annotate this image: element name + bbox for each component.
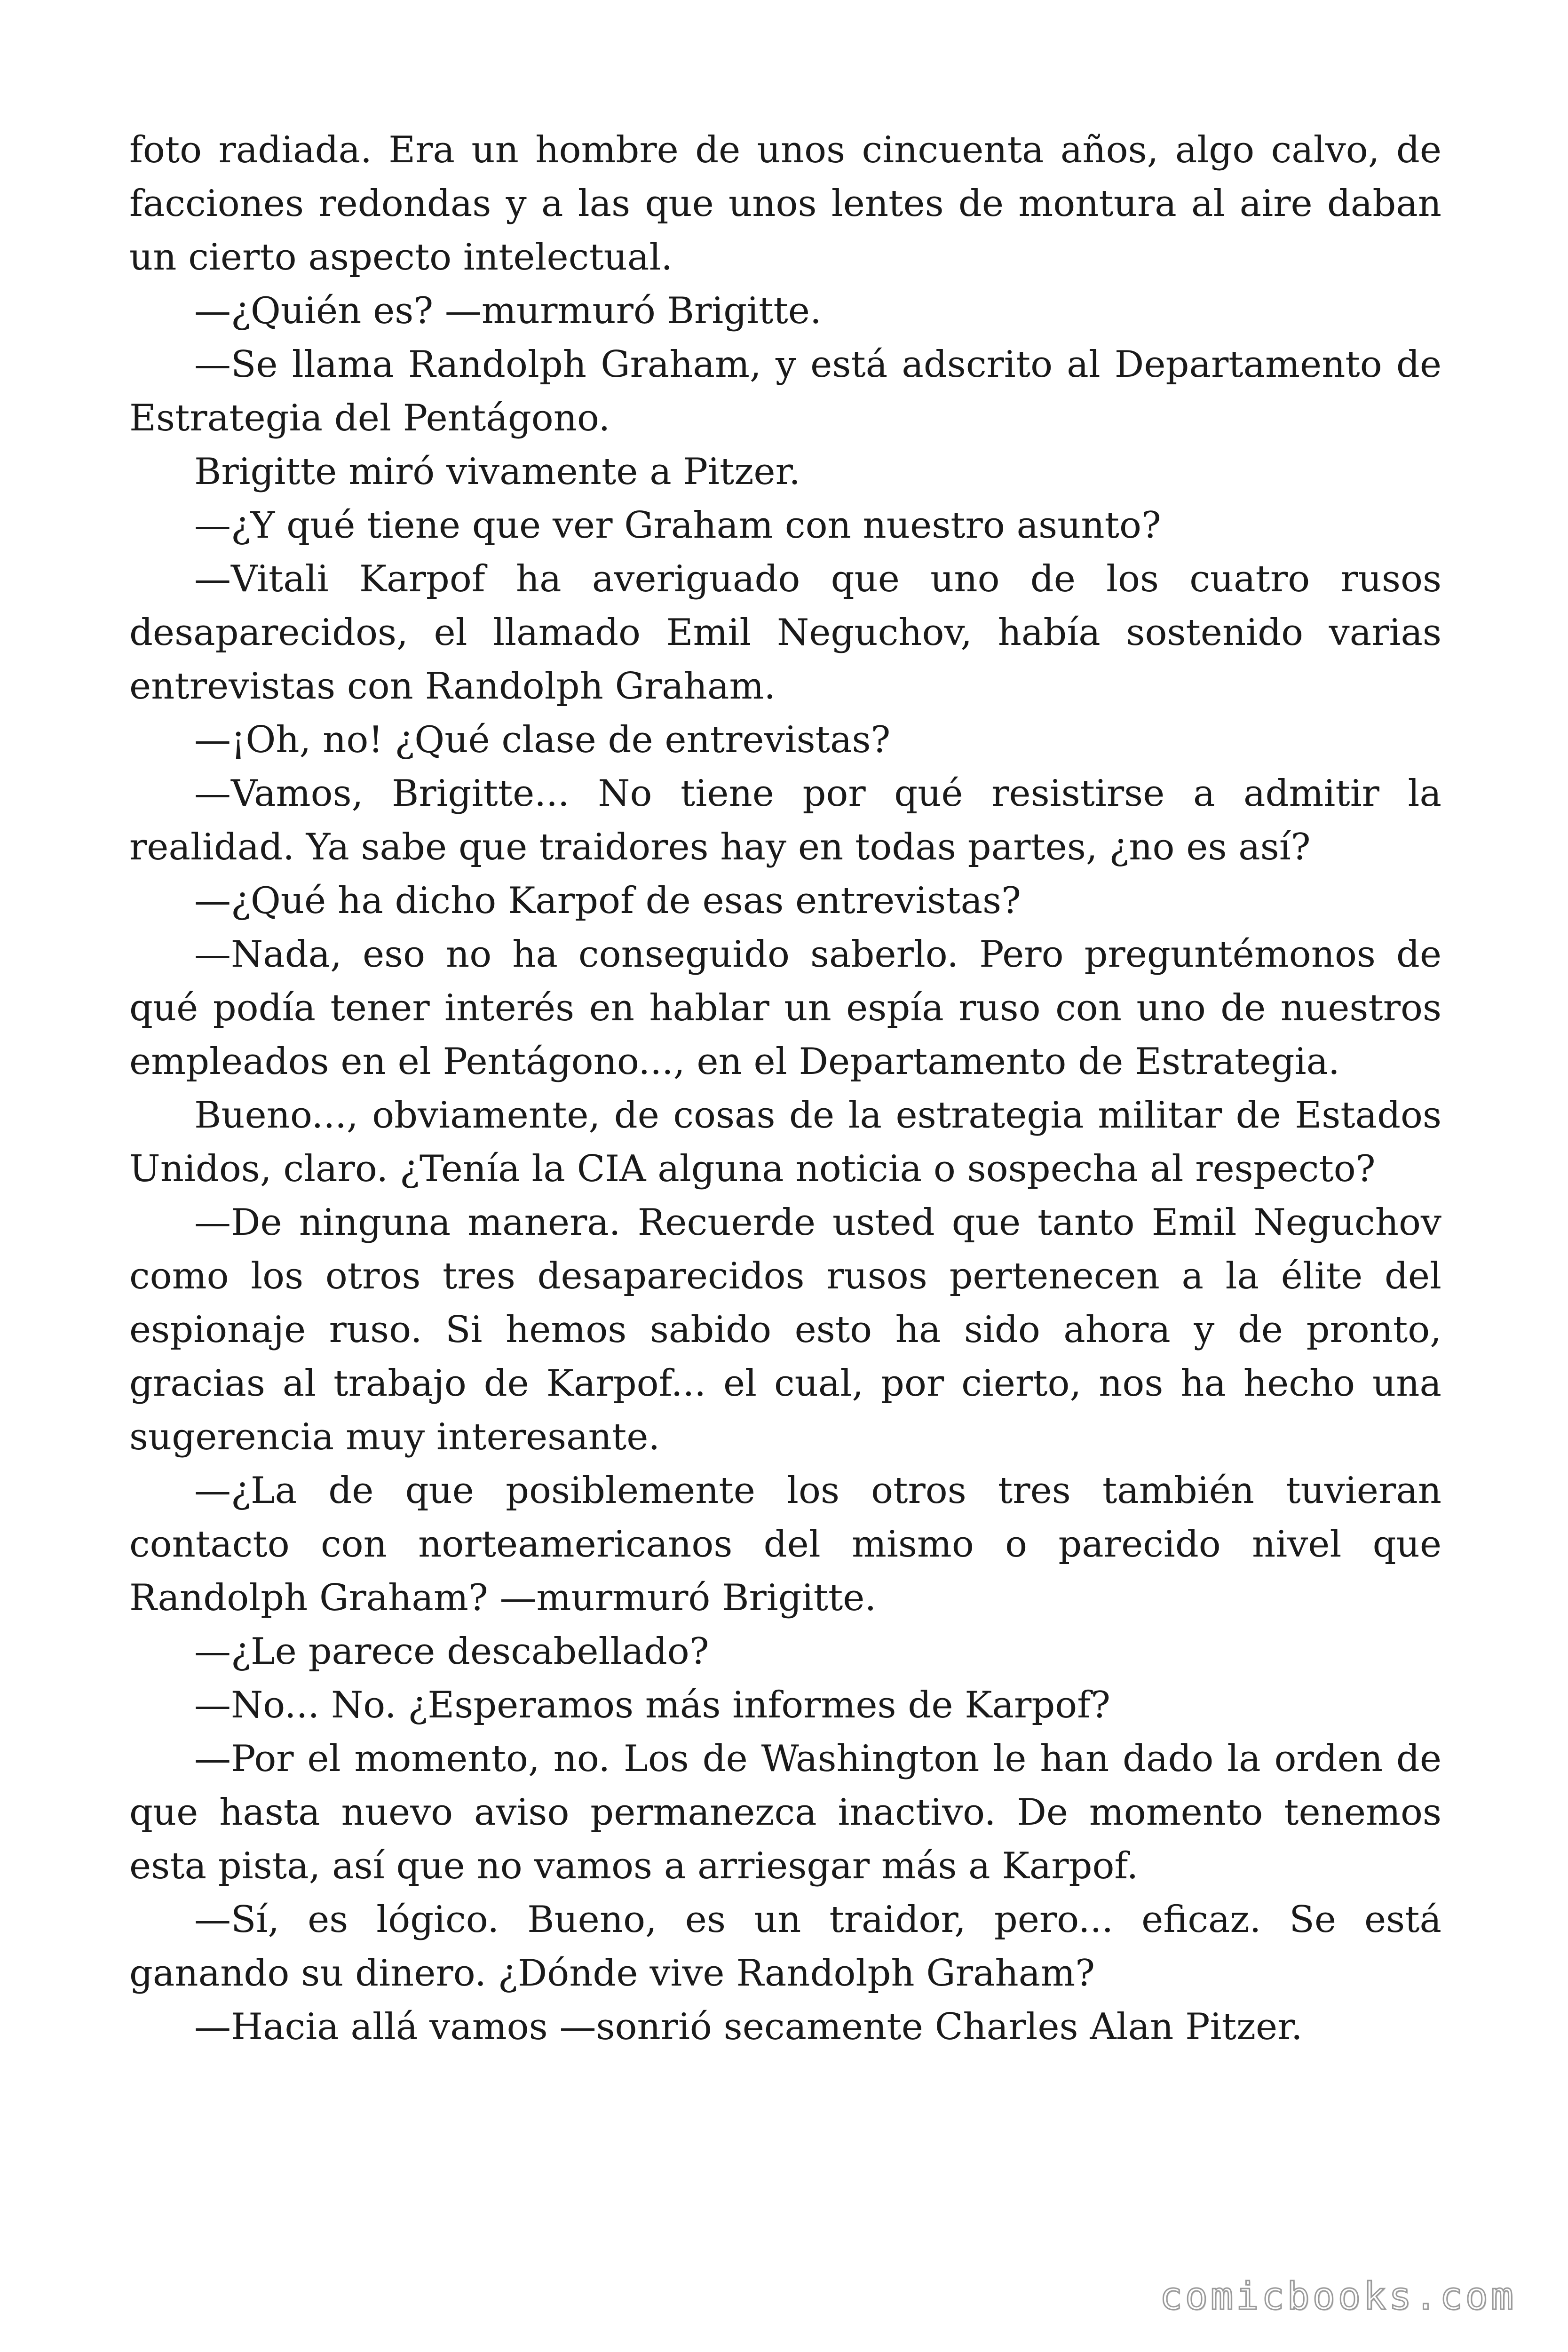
paragraph: —No... No. ¿Esperamos más informes de Karpof? xyxy=(194,1684,1110,1726)
paragraph: —Nada, eso no ha conseguido saberlo. Pero preguntémonos de qué podía tener interés en hablar un espía ruso con uno de nuestros empleados en el Pentágono..., en el Departamento de Estrategia. xyxy=(129,933,1441,1083)
paragraph: —¿Y qué tiene que ver Graham con nuestro asunto? xyxy=(194,504,1161,547)
paragraph: Bueno..., obviamente, de cosas de la estrategia militar de Estados Unidos, claro. ¿Tenía la CIA alguna noticia o sospecha al respecto? xyxy=(129,1094,1441,1190)
body-text xyxy=(129,123,1441,2054)
paragraph: —Hacia allá vamos —sonrió secamente Charles Alan Pitzer. xyxy=(194,2006,1303,2048)
paragraph: —¡Oh, no! ¿Qué clase de entrevistas? xyxy=(194,719,891,761)
paragraph: Brigitte miró vivamente a Pitzer. xyxy=(194,451,801,493)
paragraph: —¿Quién es? —murmuró Brigitte. xyxy=(194,290,822,332)
paragraph: foto radiada. Era un hombre de unos cincuenta años, algo calvo, de facciones redondas y a las que unos lentes de montura al aire daban un cierto aspecto intelectual. xyxy=(129,129,1441,278)
paragraph: —¿Qué ha dicho Karpof de esas entrevistas? xyxy=(194,880,1021,922)
paragraph: —Vamos, Brigitte... No tiene por qué resistirse a admitir la realidad. Ya sabe que traidores hay en todas partes, ¿no es así? xyxy=(129,772,1441,868)
paragraph: —Vitali Karpof ha averiguado que uno de los cuatro rusos desaparecidos, el llamado Emil Neguchov, había sostenido varias entrevistas con Randolph Graham. xyxy=(129,558,1441,707)
paragraph: —Sí, es lógico. Bueno, es un traidor, pero... eficaz. Se está ganando su dinero. ¿Dónde vive Randolph Graham? xyxy=(129,1899,1441,1994)
paragraph: —¿Le parece descabellado? xyxy=(194,1630,709,1673)
watermark: comicbooks.com xyxy=(1159,2274,1516,2318)
paragraph: —Se llama Randolph Graham, y está adscrito al Departamento de Estrategia del Pentágono. xyxy=(129,343,1441,439)
paragraph: —De ninguna manera. Recuerde usted que tanto Emil Neguchov como los otros tres desaparecidos rusos pertenecen a la élite del espionaje ruso. Si hemos sabido esto ha sido ahora y de pronto, gracias al trabajo de Karpof... el cual, por cierto, nos ha hecho una sugerencia muy interesante. xyxy=(129,1201,1441,1458)
paragraph: —Por el momento, no. Los de Washington le han dado la orden de que hasta nuevo aviso permanezca inactivo. De momento tenemos esta pista, así que no vamos a arriesgar más a Karpof. xyxy=(129,1738,1441,1887)
paragraph: —¿La de que posiblemente los otros tres también tuvieran contacto con norteamericanos del mismo o parecido nivel que Randolph Graham? —murmuró Brigitte. xyxy=(129,1470,1441,1619)
